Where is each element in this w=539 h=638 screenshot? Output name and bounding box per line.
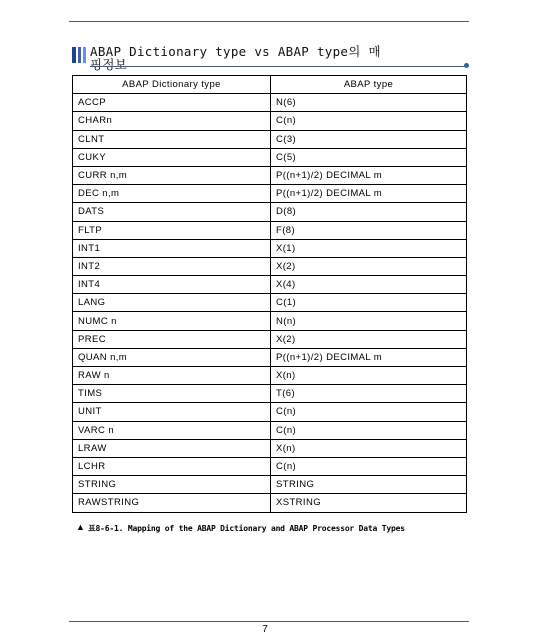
top-rule bbox=[69, 21, 469, 22]
heading-dot bbox=[464, 63, 469, 68]
table-row bbox=[73, 166, 467, 184]
page-number: 7 bbox=[262, 624, 268, 635]
table-row bbox=[73, 494, 467, 512]
dictionary-type-cell: NUMC n bbox=[73, 312, 271, 330]
table-row bbox=[73, 330, 467, 348]
abap-type-cell: C(n) bbox=[271, 112, 467, 130]
dictionary-type-cell: DEC n,m bbox=[73, 185, 271, 203]
abap-type-cell: XSTRING bbox=[271, 494, 467, 512]
abap-type-cell: D(8) bbox=[271, 203, 467, 221]
dictionary-type-cell: INT4 bbox=[73, 276, 271, 294]
table-row bbox=[73, 439, 467, 457]
dictionary-type-cell: UNIT bbox=[73, 403, 271, 421]
table-row bbox=[73, 185, 467, 203]
dictionary-type-cell: INT2 bbox=[73, 257, 271, 275]
dictionary-type-cell: CUKY bbox=[73, 148, 271, 166]
dictionary-type-cell: CLNT bbox=[73, 130, 271, 148]
table-row bbox=[73, 421, 467, 439]
table-body bbox=[73, 94, 467, 512]
abap-type-cell: F(8) bbox=[271, 221, 467, 239]
table-row bbox=[73, 130, 467, 148]
caption-text: 표8-6-1. Mapping of the ABAP Dictionary and ABAP Processor Data Types bbox=[88, 524, 405, 533]
dictionary-type-cell: INT1 bbox=[73, 239, 271, 257]
abap-type-cell: X(n) bbox=[271, 439, 467, 457]
dictionary-type-cell: PREC bbox=[73, 330, 271, 348]
dictionary-type-cell: QUAN n,m bbox=[73, 348, 271, 366]
abap-type-cell: X(4) bbox=[271, 276, 467, 294]
dictionary-type-cell: ACCP bbox=[73, 94, 271, 112]
abap-type-cell: C(n) bbox=[271, 403, 467, 421]
abap-type-cell: C(n) bbox=[271, 421, 467, 439]
dictionary-type-cell: CURR n,m bbox=[73, 166, 271, 184]
table-row bbox=[73, 257, 467, 275]
abap-type-cell: X(2) bbox=[271, 330, 467, 348]
table-row bbox=[73, 476, 467, 494]
abap-type-cell: X(1) bbox=[271, 239, 467, 257]
section-heading bbox=[72, 45, 472, 75]
abap-type-cell: P((n+1)/2) DECIMAL m bbox=[271, 166, 467, 184]
table-row bbox=[73, 203, 467, 221]
abap-type-cell: P((n+1)/2) DECIMAL m bbox=[271, 348, 467, 366]
table-row bbox=[73, 457, 467, 475]
heading-underline bbox=[90, 66, 466, 67]
dictionary-type-cell: RAWSTRING bbox=[73, 494, 271, 512]
caption-marker-icon: ▲ bbox=[76, 522, 85, 532]
abap-type-cell: C(1) bbox=[271, 294, 467, 312]
dictionary-type-cell: LCHR bbox=[73, 457, 271, 475]
abap-type-cell: STRING bbox=[271, 476, 467, 494]
dictionary-type-cell: TIMS bbox=[73, 385, 271, 403]
abap-type-cell: X(2) bbox=[271, 257, 467, 275]
heading-bar-icon bbox=[72, 47, 86, 63]
table-row bbox=[73, 112, 467, 130]
dictionary-type-cell: STRING bbox=[73, 476, 271, 494]
table-row bbox=[73, 385, 467, 403]
abap-type-cell: C(5) bbox=[271, 148, 467, 166]
table-row bbox=[73, 276, 467, 294]
dictionary-type-cell: LRAW bbox=[73, 439, 271, 457]
abap-type-cell: C(n) bbox=[271, 457, 467, 475]
type-mapping-table bbox=[72, 75, 467, 513]
header-dictionary-type: ABAP Dictionary type bbox=[73, 76, 271, 94]
abap-type-cell: C(3) bbox=[271, 130, 467, 148]
abap-type-cell: T(6) bbox=[271, 385, 467, 403]
abap-type-cell: N(6) bbox=[271, 94, 467, 112]
table-row bbox=[73, 403, 467, 421]
table-row bbox=[73, 367, 467, 385]
table-header-row bbox=[73, 76, 467, 94]
abap-type-cell: N(n) bbox=[271, 312, 467, 330]
abap-type-cell: P((n+1)/2) DECIMAL m bbox=[271, 185, 467, 203]
table-row bbox=[73, 294, 467, 312]
dictionary-type-cell: LANG bbox=[73, 294, 271, 312]
header-abap-type: ABAP type bbox=[271, 76, 467, 94]
dictionary-type-cell: DATS bbox=[73, 203, 271, 221]
dictionary-type-cell: CHARn bbox=[73, 112, 271, 130]
table-row bbox=[73, 312, 467, 330]
table-row bbox=[73, 94, 467, 112]
table-row bbox=[73, 348, 467, 366]
table-row bbox=[73, 148, 467, 166]
bottom-rule bbox=[69, 621, 469, 622]
table-caption bbox=[88, 523, 405, 534]
heading-text: ABAP Dictionary type vs ABAP type의 매핑정보 bbox=[90, 44, 381, 72]
dictionary-type-cell: VARC n bbox=[73, 421, 271, 439]
dictionary-type-cell: FLTP bbox=[73, 221, 271, 239]
table-row bbox=[73, 239, 467, 257]
table-row bbox=[73, 221, 467, 239]
abap-type-cell: X(n) bbox=[271, 367, 467, 385]
dictionary-type-cell: RAW n bbox=[73, 367, 271, 385]
